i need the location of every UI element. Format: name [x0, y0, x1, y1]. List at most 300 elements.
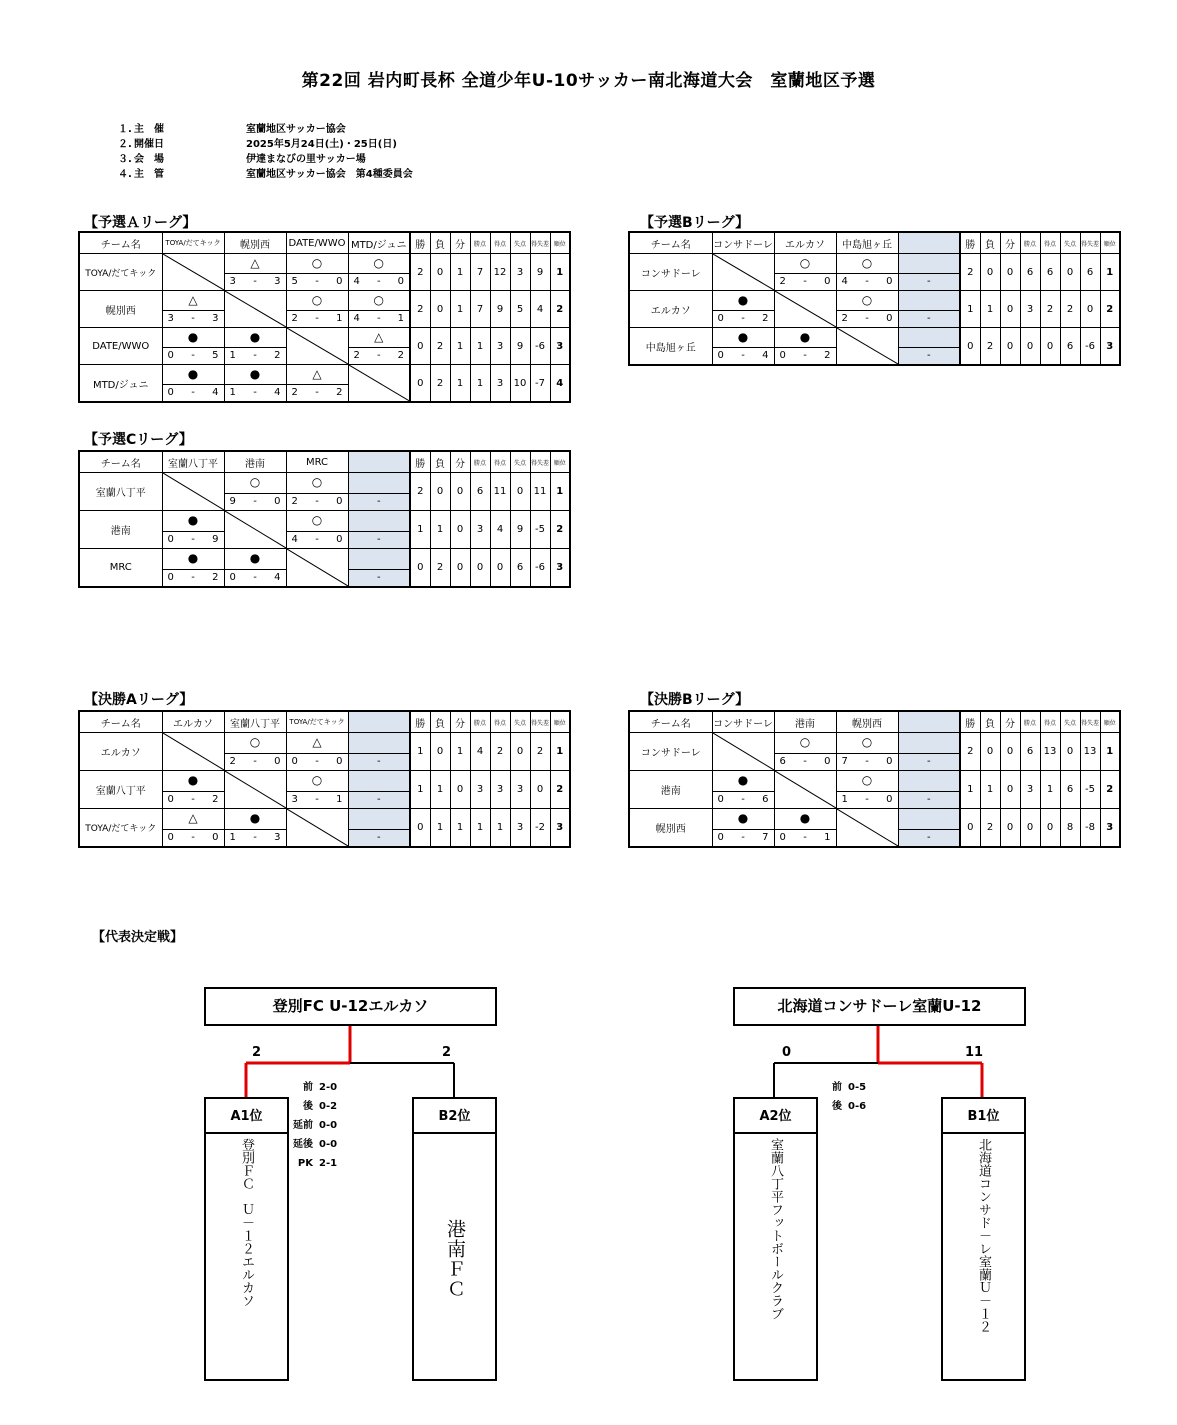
result-symbol: ○: [311, 513, 323, 527]
result-symbol: ○: [861, 293, 873, 307]
empty-mark: -: [349, 493, 410, 510]
right-score-a: 0: [782, 1045, 792, 1060]
goals-for: 2: [353, 350, 360, 361]
goals-for: 4: [353, 276, 360, 287]
goals-for: 2: [779, 276, 786, 287]
stat-header: 勝: [960, 232, 980, 254]
info-value: 室蘭地区サッカー協会 第4種委員会: [246, 169, 413, 180]
match-cell: ○ 6 - 0: [774, 733, 836, 771]
team-name: TOYA/だてキック: [79, 254, 162, 291]
empty-mark: -: [899, 791, 960, 808]
stat-value: 3: [1100, 809, 1120, 848]
score-detail-row: [812, 1078, 866, 1097]
goals-for: 9: [229, 496, 236, 507]
opponent-header: 幌別西: [836, 711, 898, 733]
stat-value: 4: [550, 365, 570, 403]
info-value: 2025年5月24日(土)・25日(日): [246, 139, 397, 150]
stat-value: 2: [550, 771, 570, 809]
stat-value: 2: [410, 473, 430, 511]
stat-value: -2: [530, 809, 550, 848]
stat-value: 6: [470, 473, 490, 511]
stat-value: 2: [980, 809, 1000, 848]
stat-value: 2: [960, 254, 980, 291]
stat-header: 順位: [1100, 232, 1120, 254]
goals-against: 2: [274, 350, 281, 361]
stat-header: 勝: [960, 711, 980, 733]
result-symbol: ○: [373, 293, 384, 307]
period-score: 2-0: [319, 1082, 338, 1093]
goals-against: 2: [336, 387, 343, 398]
result-symbol: ○: [311, 475, 323, 489]
result-symbol: ○: [861, 773, 873, 787]
stat-header: 負: [430, 711, 450, 733]
period-score: 0-0: [319, 1139, 338, 1150]
opponent-header: TOYA/だてキック: [162, 232, 224, 254]
stat-value: 0: [1020, 328, 1040, 366]
stat-value: 2: [410, 254, 430, 291]
info-num: ３.: [118, 154, 132, 165]
period-label: 後: [832, 1101, 842, 1112]
team-name-vertical: 港南ＦＣ: [444, 1218, 466, 1299]
score-detail-row: [283, 1135, 337, 1154]
result-symbol: ○: [861, 256, 873, 270]
match-cell: ○ 1 - 0: [836, 771, 898, 809]
goals-against: 0: [274, 756, 281, 767]
goals-for: 5: [291, 276, 298, 287]
stat-header: 負: [430, 451, 450, 473]
opponent-header: コンサドーレ: [712, 711, 774, 733]
stat-value: 3: [470, 771, 490, 809]
left-winner-box: 登別FC U-12エルカソ: [204, 987, 497, 1026]
period-score: 0-0: [319, 1120, 338, 1131]
league-a-title: 【予選Ａリーグ】: [84, 215, 197, 231]
stat-value: 1: [470, 809, 490, 848]
stat-value: 6: [1060, 328, 1080, 366]
stat-value: 1: [450, 254, 470, 291]
stat-value: 6: [1020, 733, 1040, 771]
result-symbol: ○: [311, 256, 323, 270]
stat-value: 1: [550, 733, 570, 771]
empty-mark: -: [899, 273, 960, 290]
empty-mark: -: [899, 347, 960, 364]
result-symbol: ●: [249, 811, 261, 825]
stat-value: 0: [980, 733, 1000, 771]
opponent-header: エルカソ: [162, 711, 224, 733]
stat-value: 6: [1020, 254, 1040, 291]
goals-for: 3: [291, 794, 298, 805]
stat-value: 3: [550, 328, 570, 365]
result-symbol: ●: [249, 330, 261, 344]
goals-against: 0: [212, 832, 219, 843]
stat-header: 失点: [510, 232, 530, 254]
goals-for: 2: [841, 313, 848, 324]
result-symbol: ●: [187, 513, 199, 527]
stat-value: 0: [510, 733, 530, 771]
goals-for: 0: [779, 350, 786, 361]
right-pos-a: A2位: [733, 1097, 818, 1136]
stat-value: 0: [1000, 771, 1020, 809]
team-name: エルカソ: [79, 733, 162, 771]
goals-for: 1: [841, 794, 848, 805]
info-value: 室蘭地区サッカー協会: [246, 124, 346, 135]
goals-against: 9: [212, 534, 219, 545]
goals-for: 0: [167, 572, 174, 583]
empty-mark: -: [899, 753, 960, 770]
stat-value: 3: [490, 328, 510, 365]
left-team-b: [412, 1132, 497, 1381]
opponent-header: TOYA/だてキック: [286, 711, 348, 733]
match-cell: △ 0 - 0: [286, 733, 348, 771]
stat-value: 0: [1000, 291, 1020, 328]
goals-against: 0: [274, 496, 281, 507]
stat-value: 1: [430, 809, 450, 848]
team-name: 中島旭ヶ丘: [629, 328, 712, 366]
stat-value: 1: [550, 254, 570, 291]
stat-value: 6: [1080, 254, 1100, 291]
goals-against: 3: [274, 832, 281, 843]
stat-value: 1: [450, 809, 470, 848]
match-cell: △ 0 - 0: [162, 809, 224, 848]
team-name-vertical: 登別ＦＣ Ｕ－１２エルカソ: [239, 1138, 254, 1307]
result-symbol: ○: [861, 735, 873, 749]
stat-header: 勝点: [1020, 232, 1040, 254]
stat-value: 0: [980, 254, 1000, 291]
goals-for: 0: [717, 313, 724, 324]
stat-value: 0: [410, 809, 430, 848]
result-symbol: ○: [373, 256, 384, 270]
stat-value: 0: [450, 511, 470, 549]
opponent-header: 室蘭八丁平: [162, 451, 224, 473]
empty-mark: -: [349, 753, 410, 770]
opponent-header: エルカソ: [774, 232, 836, 254]
goals-against: 6: [762, 794, 769, 805]
info-num: ２.: [118, 139, 132, 150]
match-cell: ○ 9 - 0: [224, 473, 286, 511]
match-cell: ○ 2 - 0: [224, 733, 286, 771]
team-header: チーム名: [629, 232, 712, 254]
stat-value: 0: [430, 254, 450, 291]
stat-value: 0: [450, 549, 470, 588]
match-cell: ● 1 - 2: [224, 328, 286, 365]
match-cell: ● 0 - 2: [162, 771, 224, 809]
stat-value: 12: [490, 254, 510, 291]
goals-against: 1: [336, 794, 343, 805]
stat-header: 負: [430, 232, 450, 254]
result-symbol: ○: [249, 735, 261, 749]
match-cell: ○ 7 - 0: [836, 733, 898, 771]
match-cell: ○ 4 - 1: [348, 291, 410, 328]
stat-value: 0: [430, 733, 450, 771]
stat-header: 勝点: [470, 232, 490, 254]
goals-for: 0: [167, 350, 174, 361]
stat-header: 勝: [410, 232, 430, 254]
stat-header: 得失差: [530, 711, 550, 733]
stat-value: 0: [430, 291, 450, 328]
goals-against: 2: [212, 794, 219, 805]
match-cell: △ 3 - 3: [224, 254, 286, 291]
stat-value: 1: [450, 733, 470, 771]
opponent-header: コンサドーレ: [712, 232, 774, 254]
stat-value: 6: [1060, 771, 1080, 809]
stat-value: 13: [1040, 733, 1060, 771]
stat-value: 2: [490, 733, 510, 771]
period-label: 延後: [293, 1139, 313, 1150]
match-cell: ○ 2 - 0: [774, 254, 836, 291]
result-symbol: △: [188, 293, 198, 307]
result-symbol: ●: [187, 367, 199, 381]
goals-for: 1: [229, 350, 236, 361]
stat-header: 順位: [550, 232, 570, 254]
stat-value: 0: [1060, 733, 1080, 771]
period-label: 後: [303, 1101, 313, 1112]
empty-mark: -: [349, 829, 410, 846]
info-num: １.: [118, 124, 132, 135]
match-cell: ○ 2 - 0: [836, 291, 898, 328]
stat-value: 1: [980, 291, 1000, 328]
goals-for: 0: [167, 534, 174, 545]
match-cell: ○ 4 - 0: [286, 511, 348, 549]
stat-value: 1: [960, 291, 980, 328]
stat-header: 分: [450, 232, 470, 254]
empty-mark: -: [349, 791, 410, 808]
goals-against: 0: [336, 496, 343, 507]
stat-header: 勝点: [470, 451, 490, 473]
goals-against: 0: [824, 276, 831, 287]
team-name: DATE/WWO: [79, 328, 162, 365]
opponent-header: 幌別西: [224, 232, 286, 254]
empty-mark: -: [349, 531, 410, 548]
right-team-a: [733, 1132, 818, 1381]
period-label: 前: [832, 1082, 842, 1093]
stat-value: 9: [510, 511, 530, 549]
goals-for: 2: [291, 387, 298, 398]
team-header: チーム名: [629, 711, 712, 733]
league-c-title: 【予選Cリーグ】: [84, 432, 193, 448]
period-label: 前: [303, 1082, 313, 1093]
stat-value: 1: [470, 328, 490, 365]
goals-for: 0: [717, 350, 724, 361]
stat-value: 0: [530, 771, 550, 809]
period-score: 0-2: [319, 1101, 338, 1112]
stat-value: 11: [530, 473, 550, 511]
goals-against: 7: [762, 832, 769, 843]
stat-value: 0: [1040, 328, 1060, 366]
goals-against: 2: [212, 572, 219, 583]
stat-value: 0: [1000, 328, 1020, 366]
empty-mark: -: [349, 569, 410, 586]
stat-header: 負: [980, 711, 1000, 733]
score-detail-row: [283, 1097, 337, 1116]
stat-value: 3: [510, 809, 530, 848]
stat-value: -6: [530, 328, 550, 365]
goals-for: 0: [229, 572, 236, 583]
goals-for: 0: [167, 387, 174, 398]
result-symbol: ●: [187, 773, 199, 787]
result-symbol: ●: [737, 330, 749, 344]
match-cell: ● 0 - 4: [712, 328, 774, 366]
stat-value: 0: [410, 365, 430, 403]
goals-for: 1: [229, 387, 236, 398]
period-score: 0-5: [848, 1082, 867, 1093]
stat-header: 勝点: [470, 711, 490, 733]
result-symbol: ○: [799, 735, 811, 749]
match-cell: ○ 2 - 1: [286, 291, 348, 328]
stat-value: 0: [410, 549, 430, 588]
goals-against: 3: [274, 276, 281, 287]
result-symbol: △: [188, 811, 198, 825]
stat-header: 分: [450, 451, 470, 473]
stat-value: 0: [450, 771, 470, 809]
left-score-detail: [283, 1078, 337, 1173]
stat-value: 2: [430, 328, 450, 365]
result-symbol: △: [374, 330, 384, 344]
stat-value: 0: [510, 473, 530, 511]
match-cell: ● 0 - 5: [162, 328, 224, 365]
match-cell: △ 2 - 2: [348, 328, 410, 365]
stat-header: 得失差: [1080, 711, 1100, 733]
match-cell: ● 0 - 4: [162, 365, 224, 403]
stat-value: 0: [1040, 809, 1060, 848]
match-cell: △ 2 - 2: [286, 365, 348, 403]
score-detail-row: [283, 1078, 337, 1097]
empty-mark: -: [899, 829, 960, 846]
goals-against: 5: [212, 350, 219, 361]
stat-header: 得失差: [530, 232, 550, 254]
stat-value: 0: [960, 328, 980, 366]
stat-header: 失点: [1060, 711, 1080, 733]
stat-header: 得失差: [1080, 232, 1100, 254]
left-score-b: 2: [442, 1045, 452, 1060]
stat-value: -6: [1080, 328, 1100, 366]
stat-header: 負: [980, 232, 1000, 254]
match-cell: △ 3 - 3: [162, 291, 224, 328]
stat-value: 2: [1100, 291, 1120, 328]
stat-value: 11: [490, 473, 510, 511]
opponent-header: MRC: [286, 451, 348, 473]
opponent-header: 中島旭ヶ丘: [836, 232, 898, 254]
goals-for: 0: [291, 756, 298, 767]
stat-value: -5: [1080, 771, 1100, 809]
left-pos-a: A1位: [204, 1097, 289, 1136]
match-cell: ● 0 - 1: [774, 809, 836, 848]
stat-value: 3: [1020, 771, 1040, 809]
stat-value: 4: [490, 511, 510, 549]
stat-header: 得点: [490, 451, 510, 473]
stat-value: 3: [490, 365, 510, 403]
stat-value: 2: [410, 291, 430, 328]
match-cell: ● 0 - 2: [712, 291, 774, 328]
stat-value: 3: [550, 809, 570, 848]
stat-header: 順位: [1100, 711, 1120, 733]
stat-value: 2: [980, 328, 1000, 366]
final-b-title: 【決勝Bリーグ】: [640, 692, 750, 708]
team-name: 室蘭八丁平: [79, 473, 162, 511]
stat-value: 1: [550, 473, 570, 511]
score-detail-row: [283, 1154, 337, 1173]
goals-against: 0: [824, 756, 831, 767]
goals-for: 0: [717, 794, 724, 805]
result-symbol: △: [312, 735, 322, 749]
stat-value: 6: [510, 549, 530, 588]
team-name: 幌別西: [79, 291, 162, 328]
stat-value: 0: [470, 549, 490, 588]
stat-value: 1: [490, 809, 510, 848]
stat-value: 1: [450, 328, 470, 365]
match-cell: ○ 2 - 0: [286, 473, 348, 511]
stat-value: 9: [490, 291, 510, 328]
stat-value: 7: [470, 254, 490, 291]
right-winner-box: 北海道コンサドーレ室蘭U-12: [733, 987, 1026, 1026]
goals-against: 0: [886, 794, 893, 805]
stat-header: 得失差: [530, 451, 550, 473]
stat-header: 分: [1000, 711, 1020, 733]
stat-header: 得点: [1040, 711, 1060, 733]
stat-value: 5: [510, 291, 530, 328]
goals-against: 4: [212, 387, 219, 398]
result-symbol: ●: [187, 330, 199, 344]
goals-for: 7: [841, 756, 848, 767]
right-team-b: [941, 1132, 1026, 1381]
goals-against: 2: [397, 350, 404, 361]
result-symbol: ●: [187, 551, 199, 565]
stat-value: 2: [1100, 771, 1120, 809]
stat-value: 3: [1020, 291, 1040, 328]
match-cell: ● 0 - 9: [162, 511, 224, 549]
goals-for: 0: [717, 832, 724, 843]
stat-value: 1: [980, 771, 1000, 809]
opponent-header: DATE/WWO: [286, 232, 348, 254]
stat-header: 失点: [510, 451, 530, 473]
goals-for: 0: [167, 794, 174, 805]
stat-value: 1: [410, 511, 430, 549]
stat-value: 0: [410, 328, 430, 365]
stat-value: 3: [490, 771, 510, 809]
info-label: 会 場: [134, 154, 164, 165]
period-score: 0-6: [848, 1101, 867, 1112]
team-name: 室蘭八丁平: [79, 771, 162, 809]
team-name: 港南: [629, 771, 712, 809]
goals-against: 1: [336, 313, 343, 324]
goals-against: 0: [886, 756, 893, 767]
info-label: 主 催: [134, 124, 164, 135]
info-num: ４.: [118, 169, 132, 180]
left-pos-b: B2位: [412, 1097, 497, 1136]
goals-against: 2: [824, 350, 831, 361]
goals-against: 1: [397, 313, 404, 324]
result-symbol: ●: [737, 811, 749, 825]
stat-value: 8: [1060, 809, 1080, 848]
opponent-header: MTD/ジュニ: [348, 232, 410, 254]
right-score-b: 11: [965, 1045, 984, 1060]
goals-against: 0: [397, 276, 404, 287]
stat-value: 13: [1080, 733, 1100, 771]
period-label: PK: [297, 1158, 313, 1169]
stat-header: 得点: [1040, 232, 1060, 254]
goals-against: 3: [212, 313, 219, 324]
stat-value: 1: [410, 733, 430, 771]
result-symbol: ●: [737, 773, 749, 787]
result-symbol: ○: [311, 293, 323, 307]
goals-against: 2: [762, 313, 769, 324]
goals-against: 1: [824, 832, 831, 843]
stat-header: 得点: [490, 711, 510, 733]
stat-value: 2: [960, 733, 980, 771]
stat-value: 0: [1080, 291, 1100, 328]
stat-value: 1: [1100, 254, 1120, 291]
team-name-vertical: 室蘭八丁平フットボールクラブ: [768, 1138, 783, 1320]
stat-value: 7: [470, 291, 490, 328]
opponent-header: 港南: [224, 451, 286, 473]
